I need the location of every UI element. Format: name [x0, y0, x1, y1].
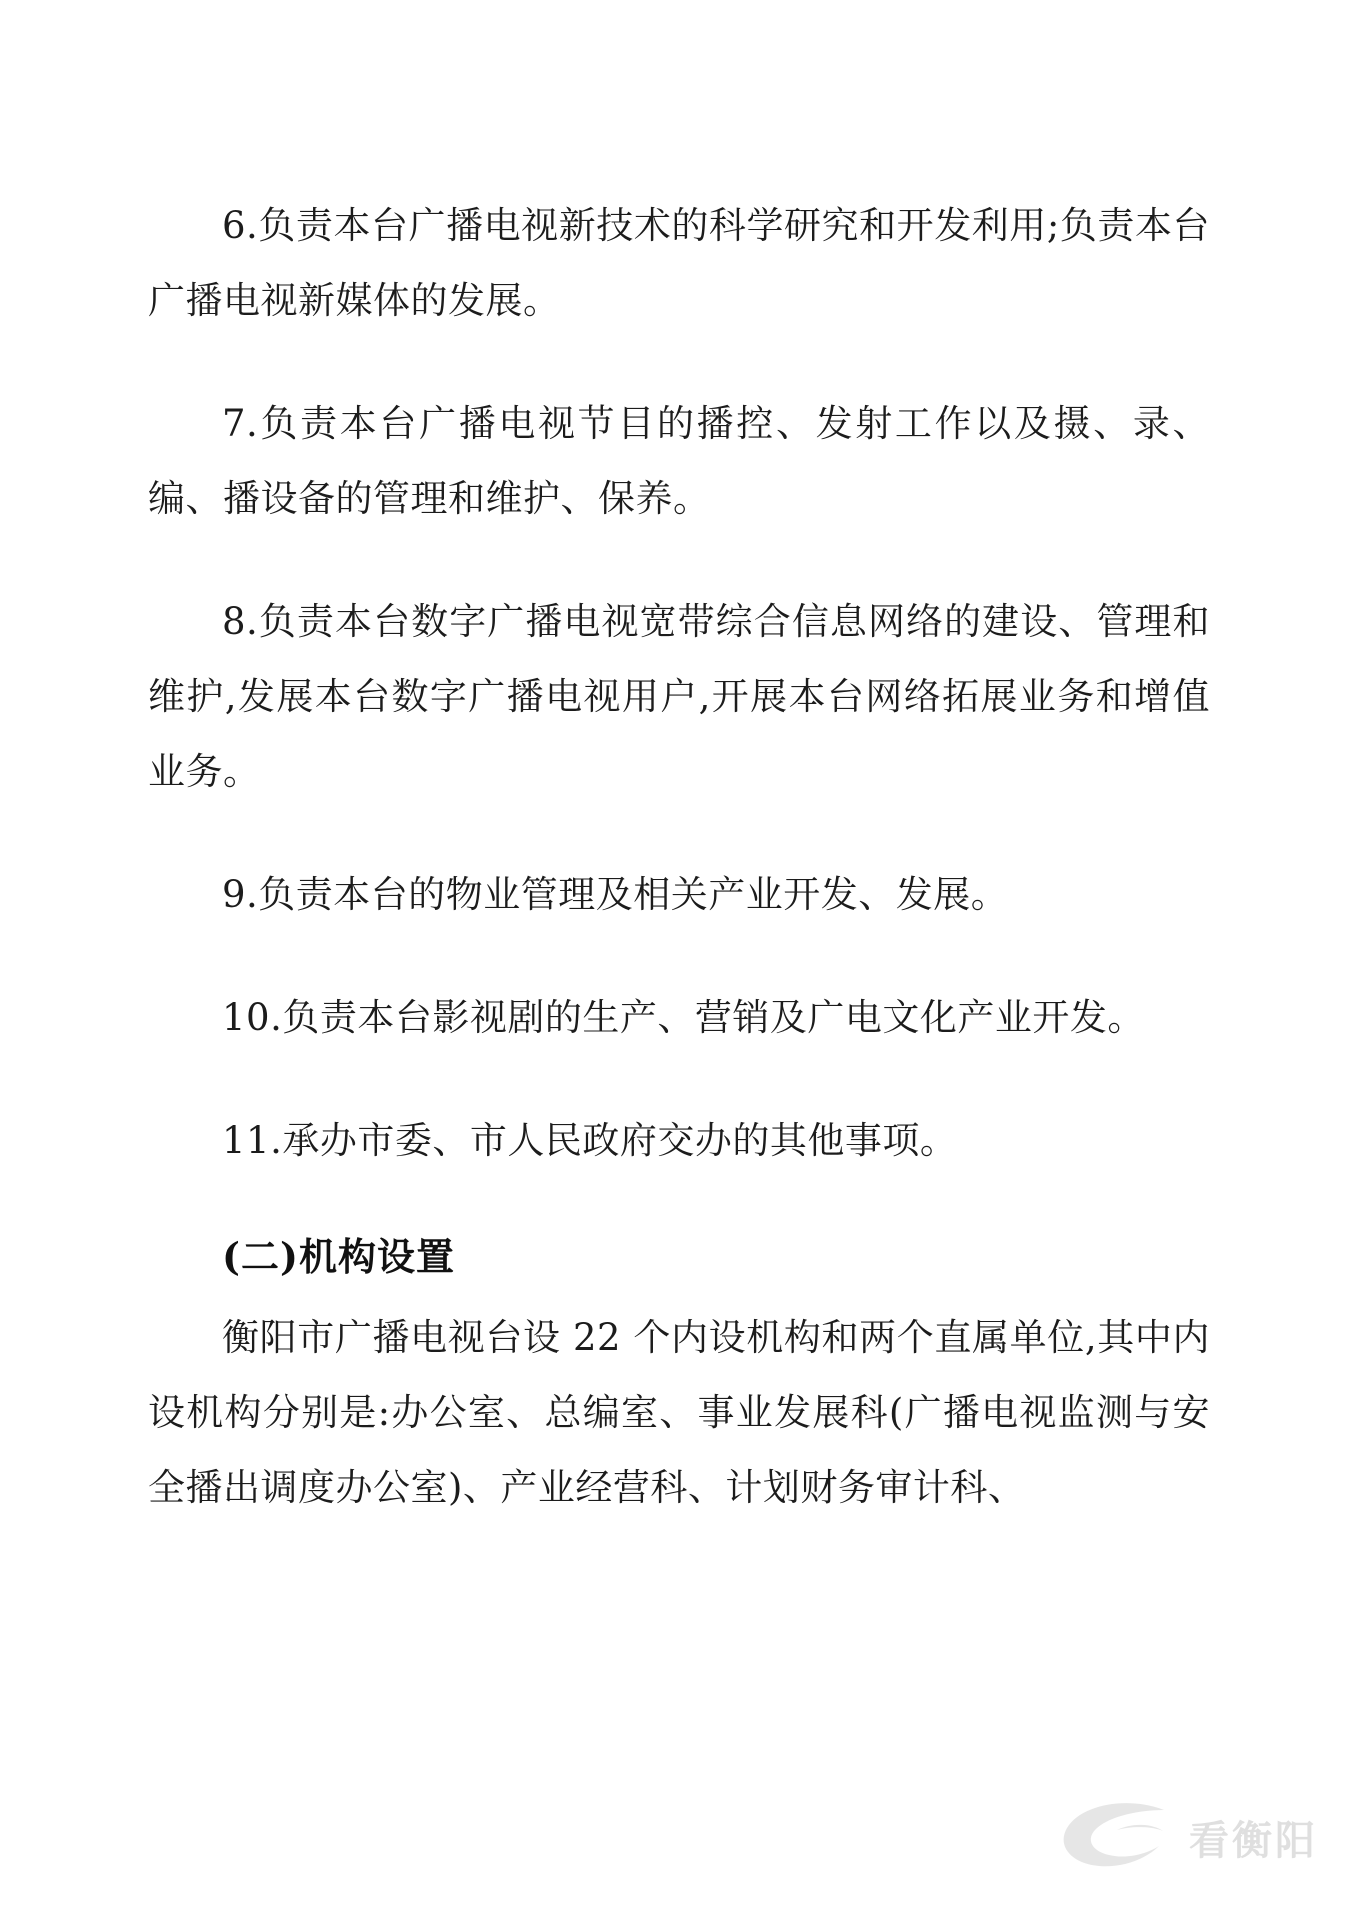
list-item: 9.负责本台的物业管理及相关产业开发、发展。	[222, 873, 1009, 916]
watermark	[1059, 1800, 1318, 1874]
section-paragraph: 衡阳市广播电视台设 22 个内设机构和两个直属单位,其中内设机构分别是:办公室、总编室、事业发展科(广播电视监测与安全播出调度办公室)、产业经营科、计划财务审计科、	[148, 1316, 1210, 1509]
watermark-label: 看衡阳	[1189, 1817, 1318, 1864]
swoosh-c-logo-icon	[1059, 1800, 1175, 1874]
list-item: 11.承办市委、市人民政府交办的其他事项。	[222, 1119, 958, 1162]
list-item: 8.负责本台数字广播电视宽带综合信息网络的建设、管理和维护,发展本台数字广播电视用户,开展本台网络拓展业务和增值业务。	[148, 600, 1210, 793]
document-body	[148, 188, 1210, 1525]
list-item: 7.负责本台广播电视节目的播控、发射工作以及摄、录、编、播设备的管理和维护、保养。	[148, 402, 1210, 520]
list-item: 10.负责本台影视剧的生产、营销及广电文化产业开发。	[222, 996, 1145, 1039]
section-heading: (二)机构设置	[222, 1234, 455, 1279]
list-item: 6.负责本台广播电视新技术的科学研究和开发利用;负责本台广播电视新媒体的发展。	[148, 204, 1210, 322]
